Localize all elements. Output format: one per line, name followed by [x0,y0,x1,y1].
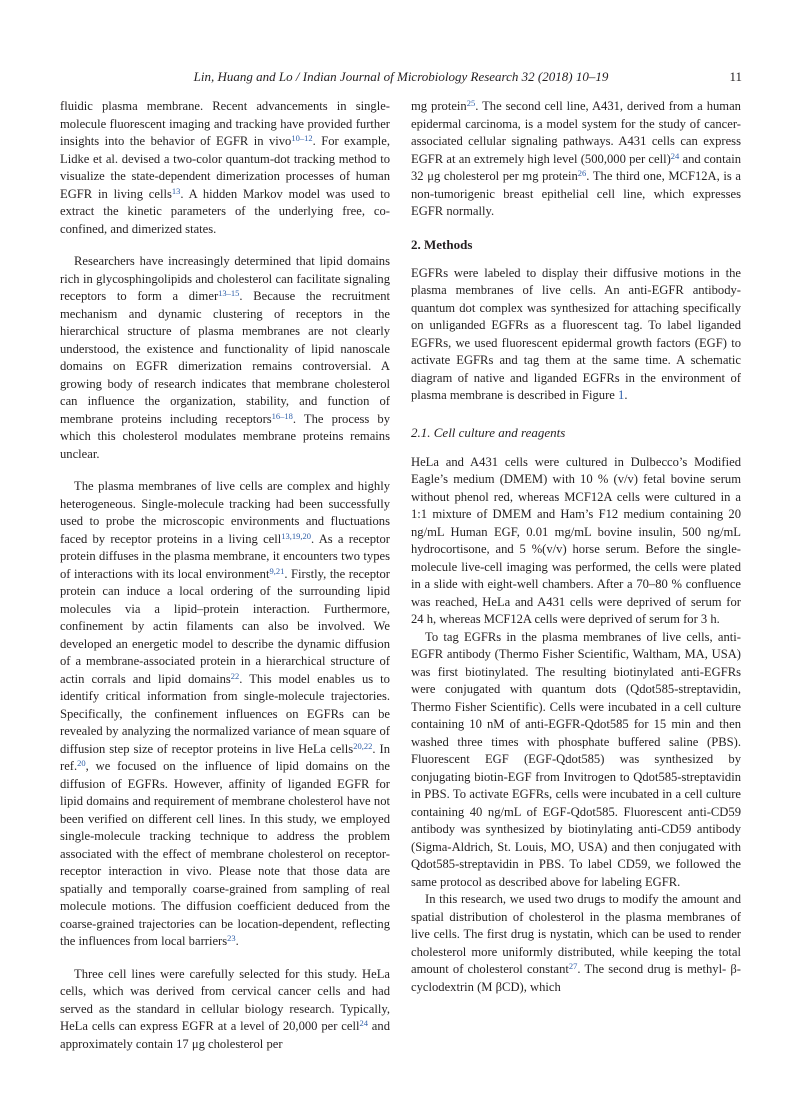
paragraph: Three cell lines were carefully selected for this study. HeLa cells, which was derived from cervical cancer cells and had served as the standard in cellular biology research. Typically, HeLa cells can express EGFR at a level of 20,000 per cell$^{24}$ and approximately contain 17 μg cholesterol per [60,966,390,1051]
citation-link[interactable]: 23 [227,933,236,943]
citation-link[interactable]: 26 [577,168,587,178]
citation-link[interactable]: 16–18 [271,410,293,421]
subsection-heading: 2.1. Cell culture and reagents [411,424,566,440]
paragraph: The plasma membranes of live cells are complex and highly heterogeneous. Single-molecule tracking had been successfully used to probe the microscopic environments and fluctuations faced by receptor proteins in a living cell$^{13,19,20}$. As a receptor protein diffuses in the plasma membrane, it encounters two types of interactions with its local environment$^{9,21}$. Firstly, the receptor protein can induce a local ordering of the surrounding lipid molecules via a lipid–protein interaction. Furthermore, confinement by actin filaments can also be involved. We developed an energetic model to describe the dynamic diffusion of a membrane-associated protein in a hierarchical structure of actin corrals and lipid domains$^{22}$. This model enables us to identify critical information from single-molecule trajectories. Specifically, the confinement influences on EGFRs can be revealed by analyzing the normalized variance of mean square of diffusion step size of receptor proteins in live HeLa cells$^{20,22}$. In ref.$^{20}$, we focused on the influence of lipid domains on the diffusion of EGFRs. However, affinity of liganded EGFR for lipid domains and requirement of membrane cholesterol have not been verified on different cell lines. In this study, we employed single-molecule tracking technique to address the problem associated with the effect of membrane cholesterol on receptor-receptor interaction in vivo. Please note that those data are spatially and temporally coarse-grained from sampling of real molecule motions. The diffusion coefficient deduced from the coarse-grained trajectories can be location-dependent, reflecting the influences from local barriers$^{23}$. [60,479,391,948]
journal-citation: Lin, Huang and Lo / Indian Journal of Microbiology Research 32 (2018) 10–19 [193,69,609,84]
citation-link[interactable]: 24 [359,1018,368,1028]
paragraph: fluidic plasma membrane. Recent advancements in single-molecule fluorescent imaging and tracking have provided further insights into the behavior of EGFR in vivo$^{10-12}$. For example, Lidke et al. devised a two-color quantum-dot tracking method to visualize the state-dependent dimerization processes of human EGFR in living cells$^{13}$. A hidden Markov model was used to extract the kinetic parameters of the underlying free, co-confined, and dimerized states. [60,99,391,236]
figure-link[interactable]: 1 [618,388,625,402]
section-heading: 2. Methods [411,236,473,252]
citation-link[interactable]: 20 [77,758,86,768]
citation-link[interactable]: 9,21 [269,565,285,576]
paragraph: EGFRs were labeled to display their diffusive motions in the plasma membranes of live cells. An anti-EGFR antibody-quantum dot complex was synthesized for attaching specifically on unliganded EGFRs as a fluorescent tag. To label liganded EGFRs, we used fluorescent epidermal growth factors (EGF) to activate EGFRs and tag them at the same time. A schematic diagram of native and liganded EGFRs in the environment of plasma membrane is described in Figure 1. [411,265,741,402]
right-column [411,98,741,996]
paragraph: HeLa and A431 cells were cultured in Dulbecco’s Modified Eagle’s medium (DMEM) with 10 % (v/v) fetal bovine serum without phenol red, whereas MCF12A cells were cultured in a 1:1 mixture of DMEM and Ham’s F12 medium containing 20 ng/mL Human EGF, 0.01 mg/mL bovine insulin, 500 ng/mL hydrocortisone, and 5 %(v/v) horse serum. Before the single-molecule live-cell imaging was performed, the cells were plated in a slide with eight-well chambers. After a 70–80 % confluence was reached, HeLa and A431 cells were deprived of serum for 24 h, whereas MCF12A cells were deprived of serum for 3 h. [411,454,741,626]
citation-link[interactable]: 22 [230,670,240,681]
paragraph: mg protein$^{25}$. The second cell line, A431, derived from a human epidermal carcinoma, is a model system for the study of cancer-associated cellular signaling pathways. A431 cells can express EGFR at an extremely high level (500,000 per cell)$^{24}$ and contain 32 μg cholesterol per mg protein$^{26}$. The third one, MCF12A, is a non-tumorigenic breast epithelial cell line, which expresses EGFR normally. [411,98,742,218]
paragraph: Researchers have increasingly determined that lipid domains rich in glycosphingolipids and cholesterol can facilitate signaling receptors to form a dimer$^{13-15}$. Because the recruitment mechanism and dynamic clustering of receptors in the hierarchical structure of plasma membranes are not clearly understood, the existence and functionality of lipid nanoscale domains on EGFR dimerization remains controversial. A growing body of research indicates that membrane cholesterol can influence the organization, stability, and function of membrane proteins including receptors$^{16-18}$. The process by which this cholesterol modulates membrane proteins remains unclear. [60,254,391,461]
citation-link[interactable]: 13–15 [218,288,240,298]
paragraph: To tag EGFRs in the plasma membranes of live cells, anti-EGFR antibody (Thermo Fisher Scientific, Waltham, MA, USA) was first biotinylated. The resulting biotinylated anti-EGFRs were conjugated with quantum dots (Qdot585-streptavidin, Thermo Fisher Scientific). Cells were incubated in a cell culture containing 10 nM of anti-EGFR-Qdot585 for 15 min and then washed three times with phosphate buffered saline (PBS). Fluorescent EGF (EGF-Qdot585) was synthesized by conjugating biotin-EGF from Invitrogen to Qdot585-streptavidin in PBS. To activate EGFRs, cells were incubated in a cell culture containing 40 ng/mL of EGF-Qdot585. Fluorescent anti-CD59 antibody was synthesized by biotinylating anti-CD59 antibody (Sigma-Aldrich, St. Louis, MO, USA) and then conjugated with Qdot585-streptavidin in PBS. To label CD59, we followed the same protocol as described above for labeling EGFR. [411,629,741,889]
citation-link[interactable]: 20,22 [353,740,373,751]
page-number: 11 [729,69,742,84]
running-header [60,68,742,86]
citation-link[interactable]: 25 [466,98,476,108]
citation-link[interactable]: 13 [171,185,181,196]
citation-link[interactable]: 27 [568,961,578,971]
paragraph: In this research, we used two drugs to modify the amount and spatial distribution of cholesterol in the plasma membranes of live cells. The first drug is nystatin, which can be used to render cholesterol more uniformly distributed, while keeping the total amount of cholesterol constant$^{27}$. The second drug is methyl- β-cyclodextrin (M βCD), which [411,892,741,994]
citation-link[interactable]: 13,19,20 [281,530,312,541]
citation-link[interactable]: 10–12 [291,133,313,143]
left-column [60,98,390,1053]
citation-link[interactable]: 24 [670,150,680,161]
